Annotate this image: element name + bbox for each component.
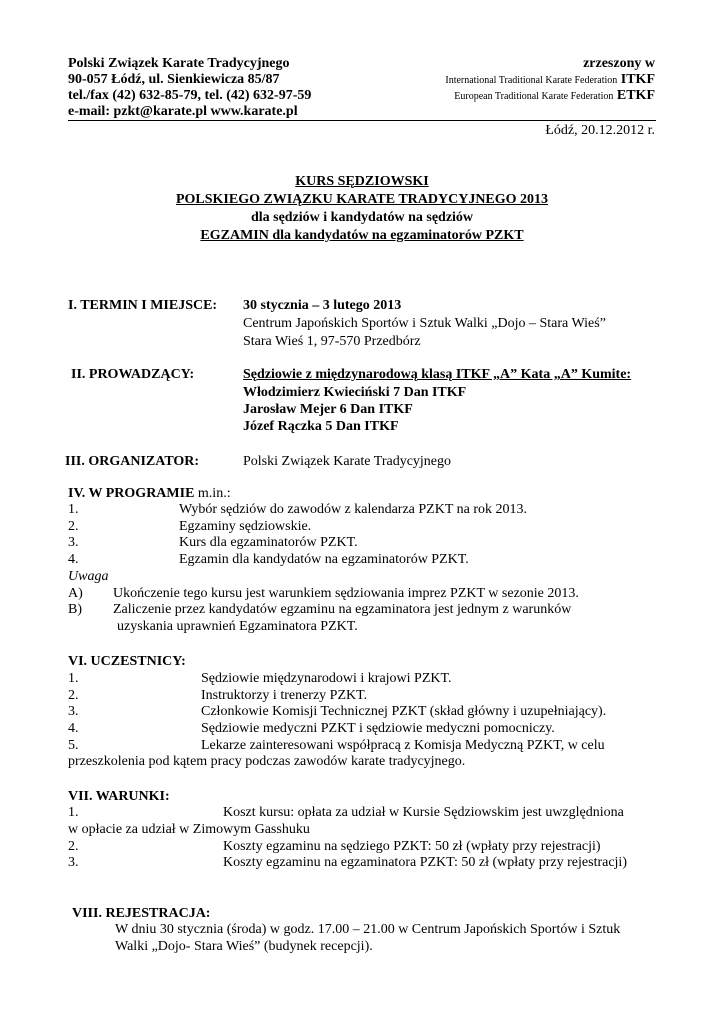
org-address: 90-057 Łódź, ul. Sienkiewicza 85/87 (68, 72, 280, 87)
section-1-place: Centrum Japońskich Sportów i Sztuk Walki „Dojo – Stara Wieś” (243, 316, 606, 331)
section-4-note-b-line-2: uzyskania uprawnień Egzaminatora PZKT. (117, 619, 358, 634)
section-6-item-1-num: 1. (68, 671, 79, 686)
section-6-item-3-num: 3. (68, 704, 79, 719)
section-7-item-1-cont: w opłacie za udział w Zimowym Gasshuku (68, 822, 310, 837)
section-7-item-2-text: Koszty egzaminu na sędziego PZKT: 50 zł (wpłaty przy rejestracji) (223, 839, 601, 854)
federation-itkf-abbr: ITKF (620, 72, 655, 87)
section-6-item-5-cont: przeszkolenia pod kątem pracy podczas zawodów karate tradycyjnego. (68, 754, 466, 769)
section-4-item-1-num: 1. (68, 502, 79, 517)
section-6-item-5-text: Lekarze zainteresowani współpracą z Komisja Medyczną PZKT, w celu (201, 738, 605, 753)
federation-etkf-name: European Traditional Karate Federation (454, 91, 614, 102)
section-4-item-2-text: Egzaminy sędziowskie. (179, 519, 312, 534)
section-1-date: 30 stycznia – 3 lutego 2013 (243, 298, 402, 313)
section-2-line-2: Włodzimierz Kwieciński 7 Dan ITKF (243, 385, 467, 400)
section-4-item-1-text: Wybór sędziów do zawodów z kalendarza PZKT na rok 2013. (179, 502, 528, 517)
section-7-item-2-num: 2. (68, 839, 79, 854)
org-name: Polski Związek Karate Tradycyjnego (68, 56, 290, 71)
section-1-address: Stara Wieś 1, 97-570 Przedbórz (243, 334, 421, 349)
federation-itkf-name: International Traditional Karate Federation (445, 75, 618, 86)
section-4-note-b-line-1: Zaliczenie przez kandydatów egzaminu na egzaminatora jest jednym z warunków (113, 602, 572, 617)
section-6-heading: VI. UCZESTNICY: (68, 654, 186, 669)
section-6-item-2-num: 2. (68, 688, 79, 703)
section-7-heading: VII. WARUNKI: (68, 789, 170, 804)
place-date: Łódź, 20.12.2012 r. (545, 123, 655, 138)
section-7-item-3-num: 3. (68, 855, 79, 870)
section-4-item-3-num: 3. (68, 535, 79, 550)
section-7-item-1-text: Koszt kursu: opłata za udział w Kursie Sędziowskim jest uwzględniona (223, 805, 624, 820)
title-line-2: POLSKIEGO ZWIĄZKU KARATE TRADYCYJNEGO 2013 (175, 192, 549, 207)
section-4-note-a-num: A) (68, 586, 83, 601)
section-4-note-a: Ukończenie tego kursu jest warunkiem sędziowania imprez PZKT w sezonie 2013. (113, 586, 579, 601)
title-line-3: dla sędziów i kandydatów na sędziów (250, 210, 474, 225)
section-4-item-4-num: 4. (68, 552, 79, 567)
section-8-heading: VIII. REJESTRACJA: (72, 906, 211, 921)
section-6-item-4-text: Sędziowie medyczni PZKT i sędziowie medyczni pomocniczy. (201, 721, 555, 736)
letterhead-divider (68, 120, 656, 121)
section-6-item-5-num: 5. (68, 738, 79, 753)
title-line-1: KURS SĘDZIOWSKI (295, 174, 429, 189)
section-2-line-1: Sędziowie z międzynarodową klasą ITKF „A” Kata „A” Kumite: (243, 367, 632, 382)
org-email: e-mail: pzkt@karate.pl www.karate.pl (68, 104, 298, 119)
org-phone: tel./fax (42) 632-85-79, tel. (42) 632-97-59 (68, 88, 312, 103)
section-4-heading-suffix: m.in.: (194, 486, 231, 501)
section-4-item-2-num: 2. (68, 519, 79, 534)
federation-etkf (454, 87, 655, 105)
section-8-line-2: Walki „Dojo- Stara Wieś” (budynek recepcji). (115, 939, 373, 954)
member-label: zrzeszony w (583, 56, 655, 71)
section-3-value: Polski Związek Karate Tradycyjnego (243, 454, 452, 469)
section-4-note-label: Uwaga (68, 569, 109, 584)
section-2-line-4: Józef Rączka 5 Dan ITKF (243, 419, 399, 434)
section-6-item-1-text: Sędziowie międzynarodowi i krajowi PZKT. (201, 671, 452, 686)
section-1-heading: I. TERMIN I MIEJSCE: (68, 298, 218, 313)
section-3-heading: III. ORGANIZATOR: (65, 454, 200, 469)
section-6-item-3-text: Członkowie Komisji Technicznej PZKT (skład główny i uzupełniający). (201, 704, 607, 719)
title-line-4: EGZAMIN dla kandydatów na egzaminatorów PZKT (200, 228, 524, 243)
section-8-line-1: W dniu 30 stycznia (środa) w godz. 17.00 – 21.00 w Centrum Japońskich Sportów i Sztuk (115, 922, 621, 937)
section-4-note-b-num: B) (68, 602, 82, 617)
section-4-heading (68, 485, 231, 502)
section-7-item-3-text: Koszty egzaminu na egzaminatora PZKT: 50 zł (wpłaty przy rejestracji) (223, 855, 627, 870)
section-2-heading: II. PROWADZĄCY: (71, 367, 195, 382)
section-4-item-3-text: Kurs dla egzaminatorów PZKT. (179, 535, 358, 550)
section-6-item-4-num: 4. (68, 721, 79, 736)
section-6-item-2-text: Instruktorzy i trenerzy PZKT. (201, 688, 368, 703)
section-4-item-4-text: Egzamin dla kandydatów na egzaminatorów PZKT. (179, 552, 469, 567)
federation-etkf-abbr: ETKF (616, 88, 655, 103)
section-2-line-3: Jarosław Mejer 6 Dan ITKF (243, 402, 413, 417)
section-7-item-1-num: 1. (68, 805, 79, 820)
section-4-heading-text: IV. W PROGRAMIE (68, 486, 195, 501)
